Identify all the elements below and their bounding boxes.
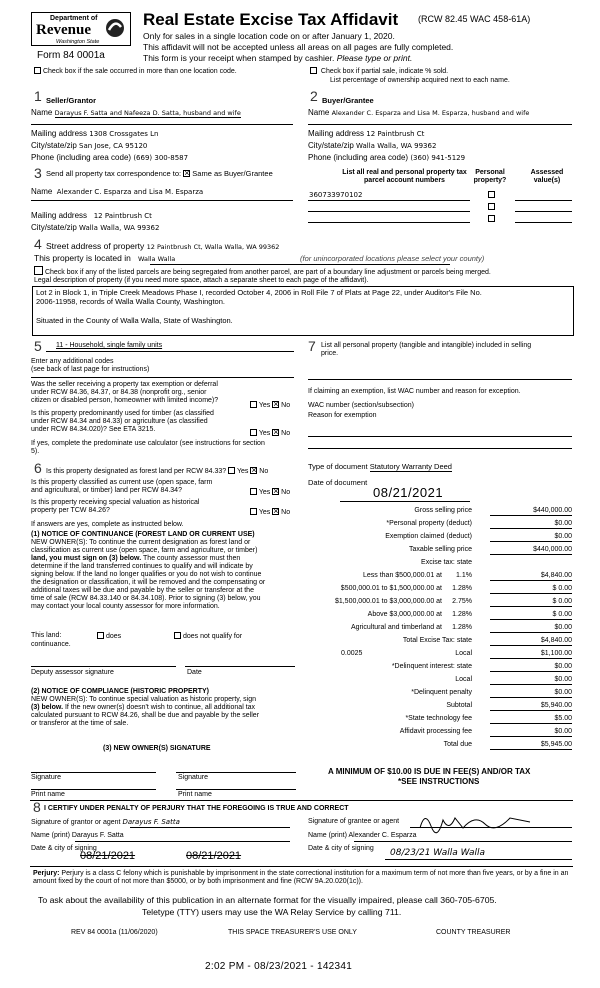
logo-state: Washington State [56, 39, 100, 45]
treasurer-use: THIS SPACE TREASURER'S USE ONLY [228, 929, 357, 936]
grantee-print-row: Name (print) Alexander C. Esparza [308, 832, 417, 839]
total-due-row: Total due $5,945.00 [300, 741, 572, 752]
continuance-label: continuance. [31, 641, 71, 648]
legal-description-box[interactable]: Lot 2 in Block 1, in Triple Creek Meadows Phase I, recorded October 4, 2006 in Roll File 7 of Plats at Page 22, under Auditor's File No. 2006-11958, records of Walla Walla County, Washington. Situated in the County of Walla Walla, State of Washington. [32, 286, 574, 336]
partial-sale-checkbox[interactable]: Check box if partial sale, indicate % sold. [310, 67, 448, 76]
answers-note: If answers are yes, complete as instructed below. [31, 521, 184, 528]
grantor-date-label: Date & city of signing [31, 845, 97, 852]
buyer-city-row: City/state/zip Walla Walla, WA 99362 [308, 141, 437, 150]
parcel-account[interactable]: 360733970102 [309, 191, 363, 199]
gross-row: Gross selling price $440,000.00 [300, 507, 572, 518]
land-qualify-row: This land: [31, 632, 62, 639]
subtotal-row: Subtotal $5,940.00 [300, 702, 572, 713]
tier3-row: $1,500,000.01 to $3,000,000.00 at 2.75% $ 0.00 [300, 598, 572, 609]
wac-label: WAC number (section/subsection) [308, 402, 414, 409]
parcel-col-3: Assessed value(s) [530, 169, 564, 185]
corr-address[interactable]: 12 Paintbrush Ct [93, 212, 152, 220]
buyer-name-row: Name Alexander C. Esparza and Lisa M. Esparza, husband and wife [308, 108, 530, 117]
does-not-checkbox[interactable]: does not qualify for [174, 632, 242, 641]
local-row: 0.0025 Local $1,100.00 [300, 650, 572, 661]
buyer-heading: Buyer/Grantee [322, 96, 374, 105]
property-location[interactable]: Walla Walla [137, 255, 176, 263]
section-6-number: 6 [34, 460, 42, 476]
personal-property-checkbox-1[interactable] [488, 191, 495, 200]
corr-name[interactable]: Alexander C. Esparza and Lisa M. Esparza [56, 188, 204, 196]
corr-city[interactable]: Walla Walla, WA 99362 [79, 224, 160, 232]
header-line-2: This affidavit will not be accepted unless all areas on all pages are fully completed. [143, 42, 454, 52]
buyer-phone[interactable]: (360) 941-5129 [410, 154, 466, 162]
delinquent-penalty-row: *Delinquent penalty $0.00 [300, 689, 572, 700]
rev-number: REV 84 0001a (11/06/2020) [71, 929, 158, 936]
delinquent-local-row: Local $0.00 [300, 676, 572, 687]
owner-sig-label-1: Signature [31, 774, 61, 781]
certify-text: I CERTIFY UNDER PENALTY OF PERJURY THAT THE FOREGOING IS TRUE AND CORRECT [44, 805, 349, 812]
section-8-number: 8 [33, 799, 41, 815]
buyer-phone-row: Phone (including area code) (360) 941-5129 [308, 153, 466, 162]
corr-address-row: Mailing address 12 Paintbrush Ct [31, 211, 152, 220]
personal-row: *Personal property (deduct) $0.00 [300, 520, 572, 531]
alt-format-2: Teletype (TTY) users may use the WA Relay Service by calling 711. [142, 907, 402, 917]
location-row: This property is located in Walla Walla [34, 253, 176, 263]
corr-name-row: Name Alexander C. Esparza and Lisa M. Esparza [31, 187, 204, 196]
tech-fee-row: *State technology fee $5.00 [300, 715, 572, 726]
form-title: Real Estate Excise Tax Affidavit [143, 10, 399, 29]
historic-answer[interactable]: Yes × No [250, 508, 290, 517]
tier1-row: Less than $500,000.01 at 1.1% $4,840.00 [300, 572, 572, 583]
delinquent-interest-row: *Delinquent interest: state $0.00 [300, 663, 572, 674]
partial-sale-note: List percentage of ownership acquired next to each name. [330, 77, 510, 84]
doc-type-row: Type of document Statutory Warranty Deed [308, 462, 452, 471]
section-4-number: 4 [34, 236, 42, 252]
timber-question: Is this property predominantly used for timber (as classified under RCW 84.34 and 84.33) or agriculture (as classified under RCW 84.34.020)? See ETA 3215. [31, 410, 214, 434]
header-line-3: This form is your receipt when stamped by cashier. Please type or print. [143, 53, 413, 63]
multi-location-checkbox[interactable]: Check box if the sale occurred in more than one location code. [34, 67, 237, 76]
exemption-answer[interactable]: Yes × No [250, 401, 290, 410]
timber-answer[interactable]: Yes × No [250, 429, 290, 438]
reason-label: Reason for exemption [308, 412, 377, 419]
buyer-address-row: Mailing address 12 Paintbrush Ct [308, 129, 425, 138]
grantee-signature[interactable] [415, 808, 535, 836]
logo-swirl-icon [104, 17, 126, 39]
seller-address[interactable]: 1308 Crossgates Ln [89, 130, 159, 138]
owner-sig-label-2: Signature [178, 774, 208, 781]
seller-city-row: City/state/zip San Jose, CA 95120 [31, 141, 148, 150]
county-treasurer: COUNTY TREASURER [436, 929, 511, 936]
correspondence-row: Send all property tax correspondence to: × Same as Buyer/Grantee [46, 170, 273, 179]
header-line-1: Only for sales in a single location code on or after January 1, 2020. [143, 31, 395, 41]
current-use-question: Is this property classified as current use (open space, farm and agricultural, or timber) land per RCW 84.34? [31, 479, 213, 495]
grantee-date[interactable]: 08/23/21 Walla Walla [390, 848, 486, 858]
see-instructions: *SEE INSTRUCTIONS [398, 777, 480, 786]
logo-name: Revenue [36, 22, 91, 38]
land-use-code[interactable]: 11 - Household, single family units [56, 342, 163, 349]
exempt-row: Exemption claimed (deduct) $0.00 [300, 533, 572, 544]
owner-print-label-1: Print name [31, 791, 65, 798]
buyer-address[interactable]: 12 Paintbrush Ct [366, 130, 425, 138]
forest-question: Is this property designated as forest land per RCW 84.33? Yes × No [46, 467, 268, 476]
section-1-number: 1 [34, 88, 42, 104]
grantee-sig-label: Signature of grantee or agent [308, 818, 400, 825]
location-note: (for unincorporated locations please select your county) [300, 254, 485, 263]
segregation-checkbox[interactable]: Check box if any of the listed parcels are being segregated from another parcel, are part of a boundary line adjustment or parcels being merged. [34, 266, 594, 277]
seller-address-row: Mailing address 1308 Crossgates Ln [31, 129, 159, 138]
buyer-city[interactable]: Walla Walla, WA 99362 [356, 142, 437, 150]
current-use-answer[interactable]: Yes × No [250, 488, 290, 497]
notice-continuance: (1) NOTICE OF CONTINUANCE (FOREST LAND OR CURRENT USE) NEW OWNER(S): To continue the current designation as forest land or classification as current use (open space, farm and agriculture, or timber) land, you must sign on (3) below. The county assessor must then determine if the land transferred continues to qualify and will indicate by signing below. If the land no longer qualifies or you do not wish to continue the designation or classification, it will be removed and the compensating or additional taxes will be due and payable by the seller or transferor at the time of sale (RCW 84.33.140 or 84.34.108). Prior to signing (3) below, you may contact your local county assessor for more information. [31, 531, 266, 611]
taxable-row: Taxable selling price $440,000.00 [300, 546, 572, 557]
gross-value[interactable]: $440,000.00 [490, 507, 572, 516]
tier4-row: Above $3,000,000.00 at 1.28% $ 0.00 [300, 611, 572, 622]
section-3-number: 3 [34, 165, 42, 181]
tier5-row: Agricultural and timberland at 1.28% $0.00 [300, 624, 572, 635]
grantor-date-2[interactable]: 08/21/2021 [186, 850, 242, 862]
seller-phone-row: Phone (including area code) (669) 300-8587 [31, 153, 189, 162]
legal-label: Legal description of property (if you need more space, attach a separate sheet to each page of the affidavit). [34, 277, 369, 284]
grantor-sig-row: Signature of grantor or agent Darayus F. Satta [31, 818, 180, 826]
affidavit-fee-row: Affidavit processing fee $0.00 [300, 728, 572, 739]
same-as-buyer-checkbox[interactable] [183, 170, 190, 177]
dor-logo [31, 12, 131, 46]
seller-city[interactable]: San Jose, CA 95120 [79, 142, 148, 150]
personal-property-checkbox-3[interactable] [488, 215, 495, 224]
buyer-name[interactable]: Alexander C. Esparza and Lisa M. Esparza, husband and wife [331, 109, 530, 117]
total-state-row: Total Excise Tax: state $4,840.00 [300, 637, 572, 648]
personal-property-checkbox-2[interactable] [488, 203, 495, 212]
historic-question: Is this property receiving special valuation as historical property per TCW 84.26? [31, 499, 200, 515]
tier2-row: $500,000.01 to $1,500,000.00 at 1.28% $ 0.00 [300, 585, 572, 596]
notice-compliance: (2) NOTICE OF COMPLIANCE (HISTORIC PROPERTY) NEW OWNER(S): To continue special valuation as historic property, sign (3) below. If the new owner(s) doesn't wish to continue, all additional tax calculated pursuant to RCW 84.26, shall be due and payable by the seller or transferor at the time of sale. [31, 688, 260, 728]
seller-name[interactable]: Darayus F. Satta and Nafeeza D. Satta, husband and wife [54, 109, 241, 117]
recording-stamp: 2:02 PM - 08/23/2021 - 142341 [205, 961, 353, 972]
section-5-number: 5 [34, 338, 42, 354]
section-7-number: 7 [308, 338, 316, 354]
new-owner-sig-heading: (3) NEW OWNER(S) SIGNATURE [103, 745, 211, 752]
form-number: Form 84 0001a [37, 50, 105, 61]
owner-print-label-2: Print name [178, 791, 212, 798]
parcel-col-2: Personal property? [473, 169, 507, 185]
minimum-fee-note: A MINIMUM OF $10.00 IS DUE IN FEE(S) AND/OR TAX [328, 767, 531, 776]
grantor-print-row: Name (print) Darayus F. Satta [31, 832, 124, 839]
doc-date-label: Date of document [308, 478, 368, 487]
additional-codes-label: Enter any additional codes (see back of last page for instructions) [31, 358, 150, 374]
property-street[interactable]: 12 Paintbrush Ct, Walla Walla, WA 99362 [146, 243, 280, 251]
parcel-col-1: List all real and personal property tax parcel account numbers [342, 169, 467, 185]
exemption-question: Was the seller receiving a property tax exemption or deferral under RCW 84.36, 84.37, or 84.38 (nonprofit org., senior citizen or disabled person, homeowner with limited income)? [31, 381, 219, 405]
doc-type[interactable]: Statutory Warranty Deed [369, 462, 452, 471]
grantor-signature[interactable]: Darayus F. Satta [122, 818, 180, 826]
perjury-note: Perjury: Perjury is a class C felony which is punishable by imprisonment in the state correctional institution for a maximum term of not more than five years, or by a fine in an amount fixed by the court of not more than $5000, or by both imprisonment and fine (RCW 9A.20.020(1c)). [33, 870, 569, 886]
logo-dept: Department of [50, 15, 98, 22]
grantor-date-1[interactable]: 08/21/2021 [80, 850, 136, 862]
form-rcw: (RCW 82.45 WAC 458-61A) [418, 14, 531, 24]
calculator-note: If yes, complete the predominate use calculator (see instructions for section 5). [31, 440, 265, 456]
state-label-row: Excise tax: state [421, 559, 472, 566]
seller-heading: Seller/Grantor [46, 96, 97, 105]
corr-city-row: City/state/zip Walla Walla, WA 99362 [31, 223, 160, 232]
exemption-claim-label: If claiming an exemption, list WAC number and reason for exception. [308, 388, 521, 395]
grantee-date-label: Date & city of signing [308, 845, 374, 852]
street-row: Street address of property 12 Paintbrush Ct, Walla Walla, WA 99362 [46, 241, 280, 251]
section-2-number: 2 [310, 88, 318, 104]
does-checkbox[interactable]: does [97, 632, 121, 641]
deputy-date-label: Date [187, 669, 202, 676]
deputy-sig-label: Deputy assessor signature [31, 669, 114, 676]
seller-phone[interactable]: (669) 300-8587 [133, 154, 189, 162]
alt-format-1: To ask about the availability of this publication in an alternate format for the visually impaired, please call 360-705-6705. [38, 895, 497, 905]
seller-name-row: Name Darayus F. Satta and Nafeeza D. Satta, husband and wife [31, 108, 241, 117]
doc-date[interactable]: 08/21/2021 [373, 485, 444, 500]
personal-property-label: List all personal property (tangible and intangible) included in selling price. [321, 342, 532, 358]
